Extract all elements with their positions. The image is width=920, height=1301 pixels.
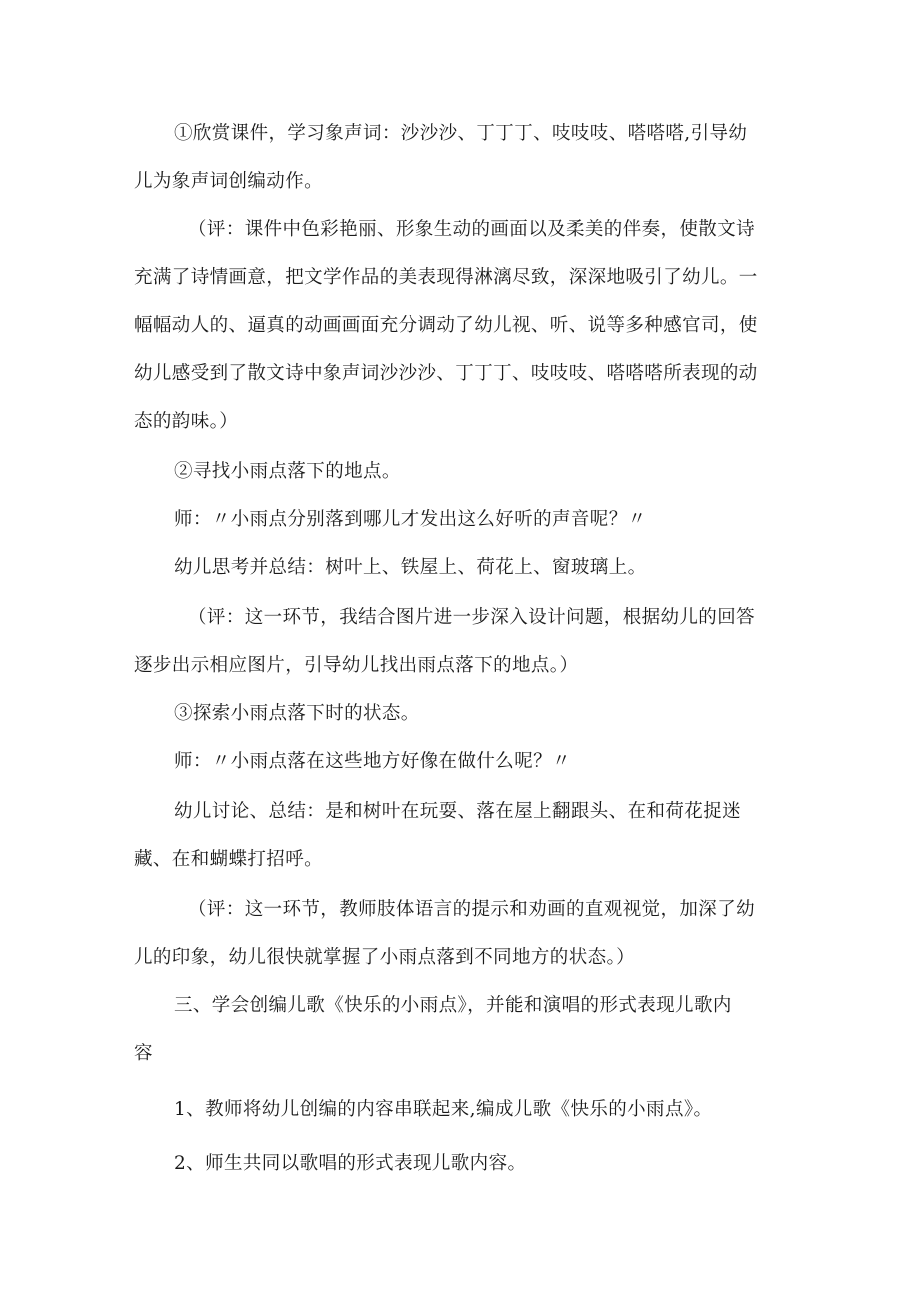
text-line: 2、师生共同以歌唱的形式表现儿歌内容。 — [174, 1153, 527, 1174]
text-line: 1、教师将幼儿创编的内容串联起来,编成儿歌《快乐的小雨点》。 — [174, 1099, 713, 1120]
text-line: 态的韵味。） — [134, 411, 239, 432]
text-line: 三、学会创编儿歌《快乐的小雨点》，并能和演唱的形式表现儿歌内 — [174, 995, 732, 1016]
text-line: ②寻找小雨点落下的地点。 — [174, 461, 401, 482]
text-line: 儿的印象，幼儿很快就掌握了小雨点落到不同地方的状态。） — [134, 947, 636, 968]
text-line: 幅幅动人的、逼真的动画画面充分调动了幼儿视、听、说等多种感官司，使 — [134, 315, 758, 336]
text-line: （评：这一环节，我结合图片进一步深入设计问题，根据幼儿的回答 — [188, 607, 756, 628]
text-line: 师：〃小雨点落在这些地方好像在做什么呢？〃 — [174, 751, 571, 772]
text-line: 师：〃小雨点分别落到哪儿才发出这么好听的声音呢？〃 — [174, 509, 647, 530]
text-line: （评：这一环节，教师肢体语言的提示和劝画的直观视觉，加深了幼 — [188, 899, 756, 920]
text-line: 充满了诗情画意，把文学作品的美表现得淋漓尽致，深深地吸引了幼儿。一 — [134, 267, 758, 288]
paragraph-comment-body-language — [134, 886, 794, 982]
paragraph-comment-courseware — [134, 206, 794, 446]
paragraph-teacher-question-1 — [134, 496, 794, 544]
text-line: 藏、在和蝴蝶打招呼。 — [134, 849, 324, 870]
text-line: 幼儿思考并总结：树叶上、铁屋上、荷花上、窗玻璃上。 — [174, 557, 647, 578]
paragraph-find-landing-spots — [134, 448, 794, 496]
text-line: 幼儿讨论、总结：是和树叶在玩耍、落在屋上翻跟头、在和荷花捉迷 — [174, 801, 742, 822]
text-line: 儿为象声词创编动作。 — [134, 171, 324, 192]
paragraph-children-discussion — [134, 788, 794, 884]
text-line: 幼儿感受到了散文诗中象声词沙沙沙、丁丁丁、吱吱吱、嗒嗒嗒所表现的动 — [134, 363, 758, 384]
paragraph-step-one — [134, 1086, 794, 1134]
text-line: 逐步出示相应图片，引导幼儿找出雨点落下的地点。） — [134, 655, 579, 676]
text-line: ①欣赏课件，学习象声词：沙沙沙、丁丁丁、吱吱吱、嗒嗒嗒,引导幼 — [174, 123, 748, 144]
paragraph-explore-states — [134, 690, 794, 738]
text-line: （评：课件中色彩艳丽、形象生动的画面以及柔美的伴奏，使散文诗 — [188, 219, 756, 240]
text-line: 容 — [134, 1043, 153, 1064]
paragraph-comment-pictures — [134, 594, 794, 690]
text-line: ③探索小雨点落下时的状态。 — [174, 703, 420, 724]
paragraph-step-two — [134, 1140, 794, 1188]
paragraph-section-three-heading — [134, 982, 794, 1078]
paragraph-teacher-question-2 — [134, 738, 794, 786]
paragraph-children-summary-1 — [134, 544, 794, 592]
paragraph-appreciate-courseware — [134, 110, 794, 206]
